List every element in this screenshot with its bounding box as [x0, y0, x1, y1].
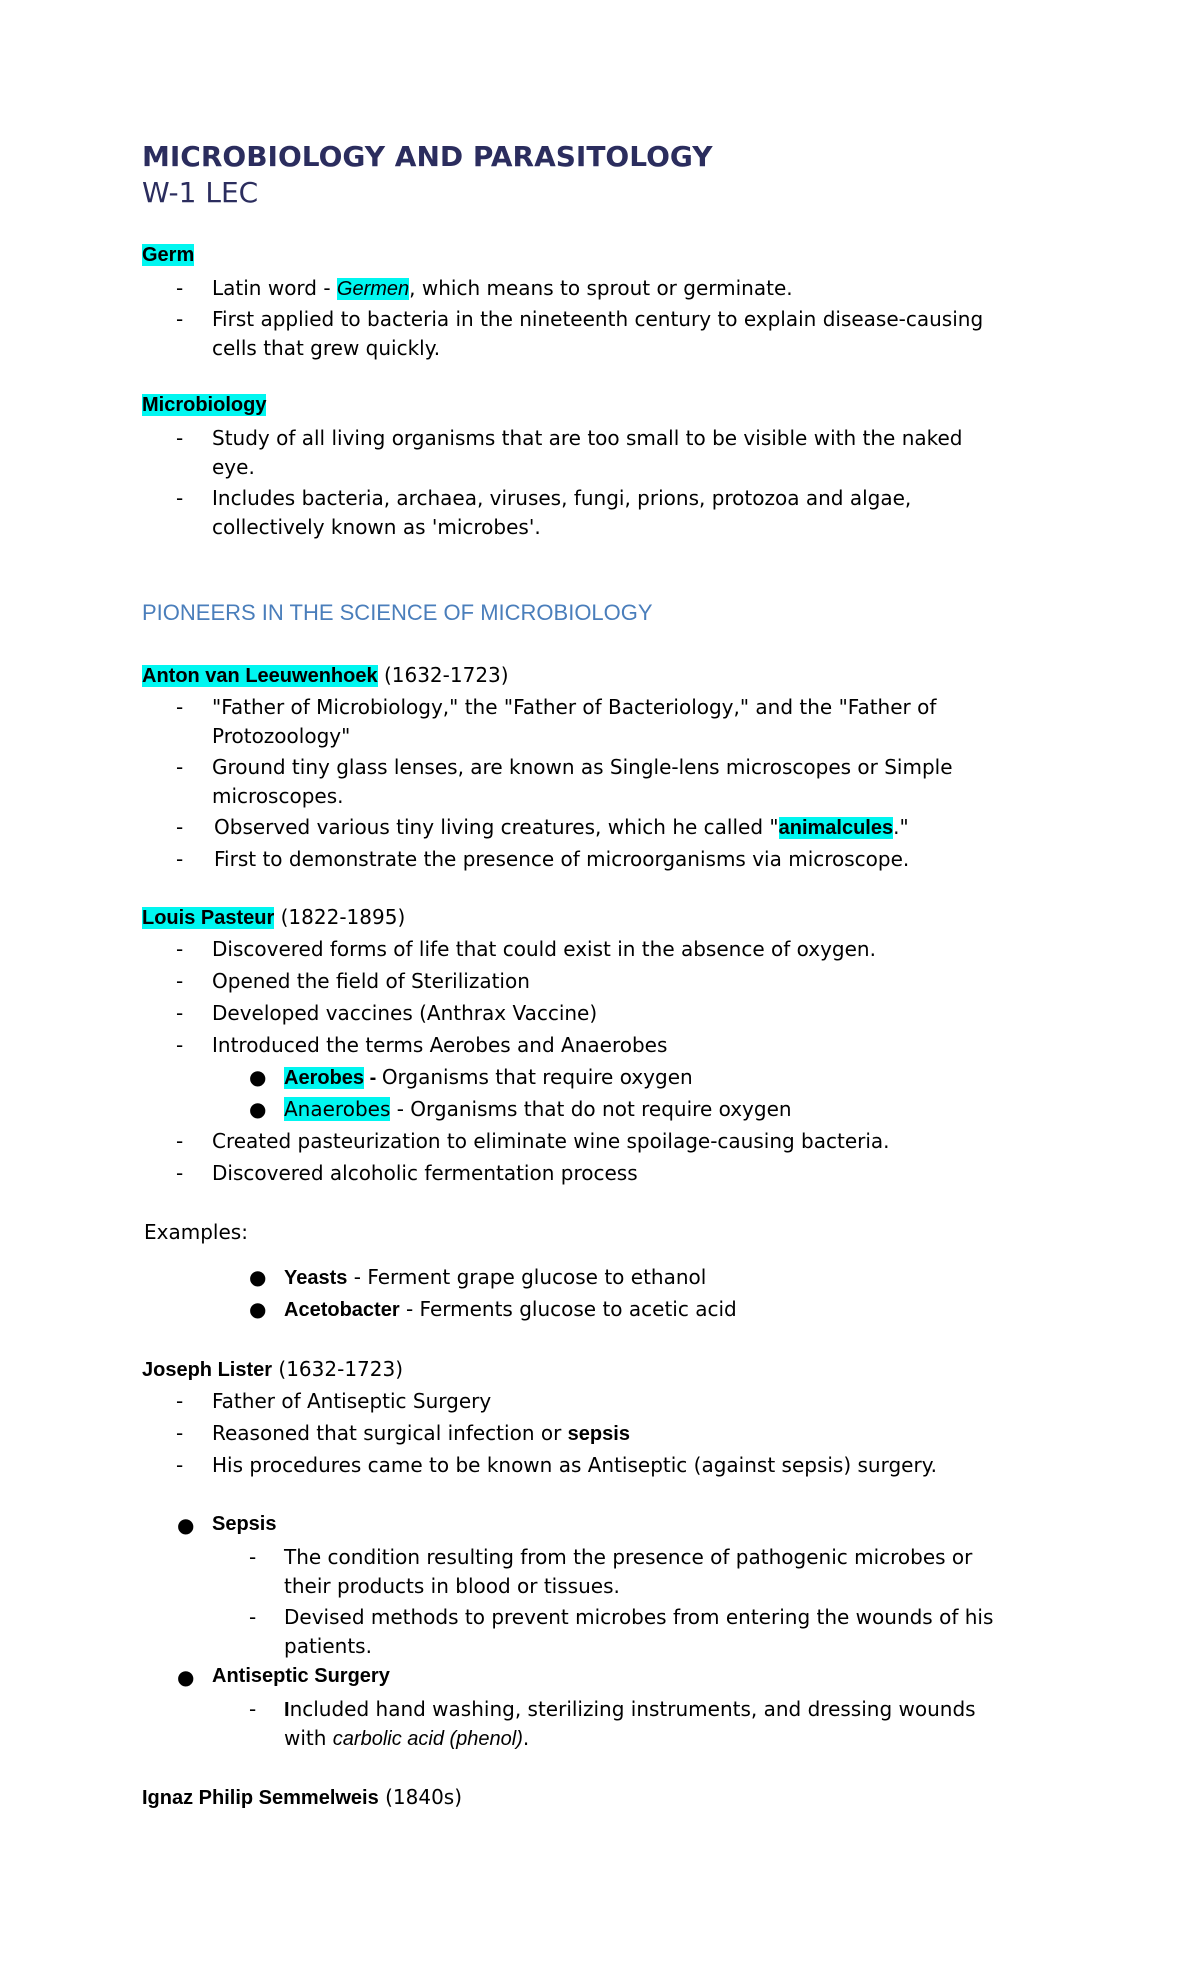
pasteur-item-6: Discovered alcoholic fermentation process: [212, 1161, 638, 1185]
bullet-icon: ●: [249, 1065, 267, 1089]
antiseptic-surgery-heading: Antiseptic Surgery: [212, 1665, 390, 1687]
leeuwenhoek-item-3: Observed various tiny living creatures, which he called "animalcules.": [214, 815, 909, 839]
bullet-icon: ●: [177, 1513, 195, 1537]
leeuwenhoek-item-1-line-2: Protozoology": [212, 724, 351, 748]
aerobes-term: Aerobes: [284, 1067, 365, 1089]
dash-marker: -: [176, 276, 184, 300]
antiseptic-item-line-1: Included hand washing, sterilizing instruments, and dressing wounds: [284, 1697, 976, 1721]
semmelweis-heading: Ignaz Philip Semmelweis (1840s): [142, 1785, 463, 1809]
dash-marker: -: [249, 1697, 257, 1721]
bullet-icon: ●: [177, 1665, 195, 1689]
microbiology-item-2-line-2: collectively known as 'microbes'.: [212, 515, 541, 539]
section-title: PIONEERS IN THE SCIENCE OF MICROBIOLOGY: [142, 600, 653, 625]
example-acetobacter: Acetobacter - Ferments glucose to acetic acid: [284, 1297, 737, 1321]
dash-marker: -: [176, 1129, 184, 1153]
anaerobes-item: Anaerobes - Organisms that do not require oxygen: [284, 1097, 792, 1121]
dash-marker: -: [176, 426, 184, 450]
dash-marker: -: [176, 1161, 184, 1185]
lister-heading: Joseph Lister (1632-1723): [142, 1357, 404, 1381]
dash-marker: -: [176, 755, 184, 779]
lister-item-3: His procedures came to be known as Antiseptic (against sepsis) surgery.: [212, 1453, 938, 1477]
germ-item-1: Latin word - Germen, which means to sprout or germinate.: [212, 276, 793, 300]
pasteur-item-4: Introduced the terms Aerobes and Anaerobes: [212, 1033, 668, 1057]
dash-marker: -: [176, 847, 184, 871]
sepsis-item-2-line-1: Devised methods to prevent microbes from entering the wounds of his: [284, 1605, 994, 1629]
antiseptic-item-line-2: with carbolic acid (phenol).: [284, 1726, 530, 1750]
germ-item-2-line-2: cells that grew quickly.: [212, 336, 441, 360]
document-title: MICROBIOLOGY AND PARASITOLOGY: [142, 140, 713, 173]
dash-marker: -: [176, 815, 184, 839]
anaerobes-term: Anaerobes: [284, 1097, 391, 1121]
dash-marker: -: [176, 486, 184, 510]
example-yeasts: Yeasts - Ferment grape glucose to ethanol: [284, 1265, 707, 1289]
dash-marker: -: [176, 937, 184, 961]
examples-label: Examples:: [144, 1220, 248, 1244]
germ-item-2-line-1: First applied to bacteria in the nineteenth century to explain disease-causing: [212, 307, 984, 331]
pasteur-item-1: Discovered forms of life that could exist in the absence of oxygen.: [212, 937, 876, 961]
microbiology-item-2-line-1: Includes bacteria, archaea, viruses, fungi, prions, protozoa and algae,: [212, 486, 912, 510]
bullet-icon: ●: [249, 1297, 267, 1321]
microbiology-item-1-line-2: eye.: [212, 455, 255, 479]
lister-item-1: Father of Antiseptic Surgery: [212, 1389, 492, 1413]
dash-marker: -: [249, 1605, 257, 1629]
dash-marker: -: [176, 695, 184, 719]
dash-marker: -: [176, 307, 184, 331]
dash-marker: -: [176, 1389, 184, 1413]
germen-term: Germen: [336, 278, 410, 300]
dash-marker: -: [176, 1033, 184, 1057]
microbiology-heading: Microbiology: [142, 394, 267, 416]
bullet-icon: ●: [249, 1097, 267, 1121]
sepsis-item-1-line-1: The condition resulting from the presence of pathogenic microbes or: [284, 1545, 973, 1569]
sepsis-heading: Sepsis: [212, 1513, 277, 1535]
dash-marker: -: [176, 969, 184, 993]
document-subtitle: W-1 LEC: [142, 176, 259, 209]
pasteur-heading: Louis Pasteur (1822-1895): [142, 905, 406, 929]
aerobes-item: Aerobes - Organisms that require oxygen: [284, 1065, 693, 1089]
dash-marker: -: [176, 1453, 184, 1477]
pasteur-item-5: Created pasteurization to eliminate wine spoilage-causing bacteria.: [212, 1129, 890, 1153]
bullet-icon: ●: [249, 1265, 267, 1289]
dash-marker: -: [176, 1421, 184, 1445]
leeuwenhoek-item-1-line-1: "Father of Microbiology," the "Father of Bacteriology," and the "Father of: [212, 695, 937, 719]
dash-marker: -: [176, 1001, 184, 1025]
dash-marker: -: [249, 1545, 257, 1569]
sepsis-item-1-line-2: their products in blood or tissues.: [284, 1574, 620, 1598]
sepsis-item-2-line-2: patients.: [284, 1634, 372, 1658]
leeuwenhoek-item-4: First to demonstrate the presence of microorganisms via microscope.: [214, 847, 910, 871]
germ-heading: Germ: [142, 244, 195, 266]
leeuwenhoek-item-2-line-2: microscopes.: [212, 784, 344, 808]
pasteur-item-2: Opened the field of Sterilization: [212, 969, 530, 993]
leeuwenhoek-item-2-line-1: Ground tiny glass lenses, are known as Single-lens microscopes or Simple: [212, 755, 953, 779]
lister-item-2: Reasoned that surgical infection or sepsis: [212, 1421, 630, 1445]
animalcules-term: animalcules: [778, 817, 894, 839]
microbiology-item-1-line-1: Study of all living organisms that are too small to be visible with the naked: [212, 426, 963, 450]
leeuwenhoek-heading: Anton van Leeuwenhoek (1632-1723): [142, 663, 509, 687]
pasteur-item-3: Developed vaccines (Anthrax Vaccine): [212, 1001, 598, 1025]
